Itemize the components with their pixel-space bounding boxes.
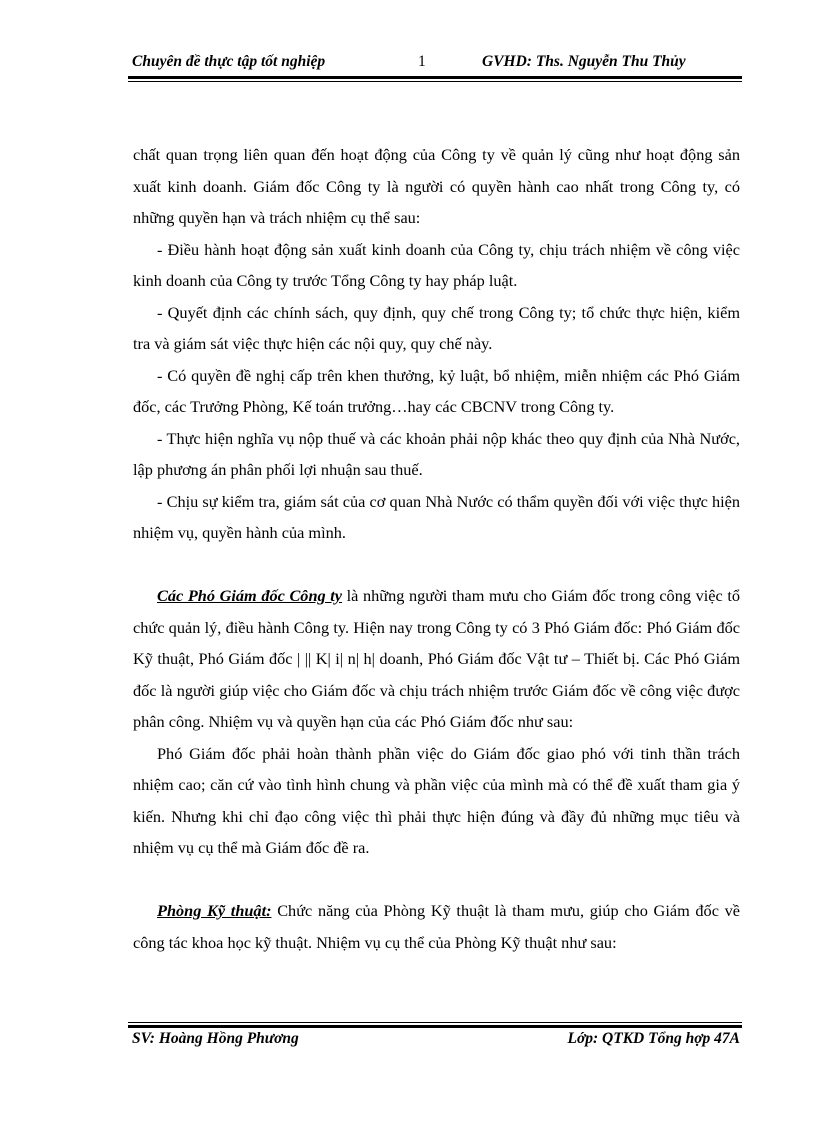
header-page-number: 1 xyxy=(418,53,426,70)
paragraph-technical-dept xyxy=(133,895,740,958)
footer-rule-thin xyxy=(128,1022,742,1023)
heading-technical-dept: Phòng Kỹ thuật: xyxy=(157,901,272,920)
paragraph-deputy-directors xyxy=(133,580,740,738)
paragraph-director-duty-2: - Quyết định các chính sách, quy định, quy chế trong Công ty; tổ chức thực hiện, kiểm tra và giám sát việc thực hiện các nội quy, quy chế này. xyxy=(133,302,740,353)
heading-deputy-directors: Các Phó Giám đốc Công ty xyxy=(157,586,343,605)
technical-dept-text: Chức năng của Phòng Kỹ thuật là tham mưu, giúp cho Giám đốc về công tác khoa học kỹ thuật. Nhiệm vụ cụ thể của Phòng Kỹ thuật như sau: xyxy=(133,901,740,952)
footer-class: Lớp: QTKD Tổng hợp 47A xyxy=(567,1030,740,1047)
header-supervisor: GVHD: Ths. Nguyễn Thu Thủy xyxy=(482,53,686,70)
page-footer xyxy=(128,1030,742,1054)
paragraph-gap xyxy=(133,864,740,896)
page-header xyxy=(128,50,742,76)
page-body xyxy=(133,139,740,958)
paragraph-director-duty-3: - Có quyền đề nghị cấp trên khen thưởng, kỷ luật, bổ nhiệm, miễn nhiệm các Phó Giám đốc, các Trưởng Phòng, Kế toán trưởng…hay các CBCNV trong Công ty. xyxy=(133,365,740,416)
paragraph-deputy-duties: Phó Giám đốc phải hoàn thành phần việc do Giám đốc giao phó với tinh thần trách nhiệm cao; căn cứ vào tình hình chung và phần việc của mình mà có thể đề xuất tham gia ý kiến. Nhưng khi chỉ đạo công việc thì phải thực hiện đúng và đầy đủ những mục tiêu và nhiệm vụ cụ thể mà Giám đốc đề ra. xyxy=(133,743,740,857)
paragraph-director-duty-1: - Điều hành hoạt động sản xuất kinh doanh của Công ty, chịu trách nhiệm về công việc kinh doanh của Công ty trước Tổng Công ty hay pháp luật. xyxy=(133,239,740,290)
paragraph-gap xyxy=(133,549,740,581)
header-document-title: Chuyên đề thực tập tốt nghiệp xyxy=(132,53,326,70)
header-rule-thick xyxy=(128,76,742,79)
paragraph-director-duty-4: - Thực hiện nghĩa vụ nộp thuế và các khoản phải nộp khác theo quy định của Nhà Nước, lập phương án phân phối lợi nhuận sau thuế. xyxy=(133,428,740,479)
footer-rule-thick xyxy=(128,1025,742,1028)
paragraph-director-duty-5: - Chịu sự kiểm tra, giám sát của cơ quan Nhà Nước có thẩm quyền đối với việc thực hiện nhiệm vụ, quyền hành của mình. xyxy=(133,491,740,542)
paragraph-director-intro: chất quan trọng liên quan đến hoạt động của Công ty về quản lý cũng như hoạt động sản xuất kinh doanh. Giám đốc Công ty là người có quyền hành cao nhất trong Công ty, có những quyền hạn và trách nhiệm cụ thể sau: xyxy=(133,145,740,227)
footer-student-name: SV: Hoàng Hồng Phương xyxy=(132,1030,299,1047)
header-rule-thin xyxy=(128,81,742,82)
deputy-directors-text: là những người tham mưu cho Giám đốc trong công việc tổ chức quản lý, điều hành Công ty. Hiện nay trong Công ty có 3 Phó Giám đốc: Phó Giám đốc Kỹ thuật, Phó Giám đốc | || K| i| n| h| doanh, Phó Giám đốc Vật tư – Thiết bị. Các Phó Giám đốc là người giúp việc cho Giám đốc và chịu trách nhiệm trước Giám đốc về công việc được phân công. Nhiệm vụ và quyền hạn của các Phó Giám đốc như sau: xyxy=(133,586,740,731)
